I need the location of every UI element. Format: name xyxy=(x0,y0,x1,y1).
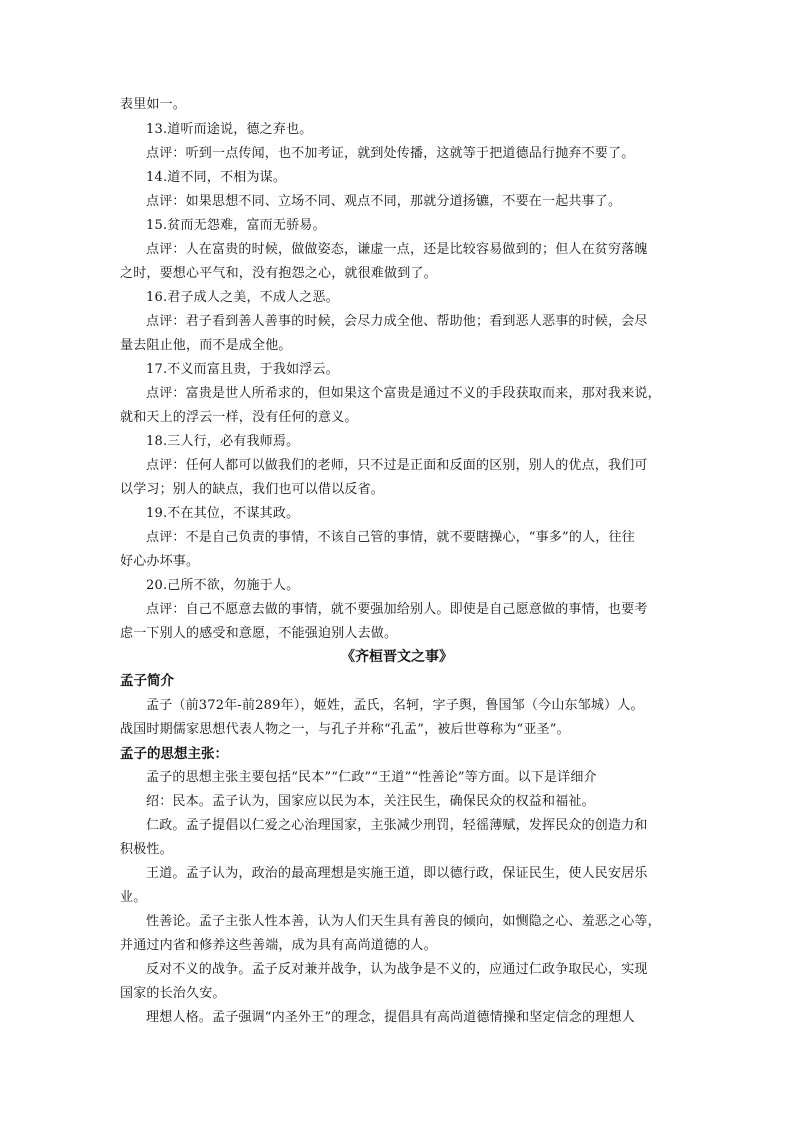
text-line: 16.君子成人之美，不成人之恶。 xyxy=(146,290,339,305)
text-line: 18.三人行，必有我师焉。 xyxy=(146,434,300,449)
text-line: 以学习；别人的缺点，我们也可以借以反省。 xyxy=(120,482,385,497)
text-line: 点评：君子看到善人善事的时候，会尽力成全他、帮助他；看到恶人恶事的时候，会尽 xyxy=(146,314,648,329)
text-line: 孟子的思想主张主要包括“民本”“仁政”“王道”“性善论”等方面。以下是详细介 xyxy=(146,770,597,785)
text-line: 业。 xyxy=(120,890,147,905)
text-line: 点评：不是自己负责的事情，不该自己管的事情，就不要瞎操心，“事多”的人，往往 xyxy=(146,530,635,545)
heading-mencius-intro: 孟子简介 xyxy=(120,673,174,689)
text-line: 好心办坏事。 xyxy=(120,554,200,569)
text-line: 14.道不同，不相为谋。 xyxy=(146,170,287,185)
text-line: 点评：富贵是世人所希求的，但如果这个富贵是通过不义的手段获取而来，那对我来说， xyxy=(146,386,661,401)
text-line: 20.己所不欲，勿施于人。 xyxy=(146,578,300,593)
text-line: 15.贫而无怨难，富而无骄易。 xyxy=(146,218,326,233)
intro-line: 战国时期儒家思想代表人物之一，与孔子并称“孔孟”，被后世尊称为“亚圣”。 xyxy=(120,722,570,737)
text-line: 理想人格。孟子强调“内圣外王”的理念，提倡具有高尚道德情操和坚定信念的理想人 xyxy=(146,1010,635,1025)
text-line: 积极性。 xyxy=(120,842,173,857)
text-line: 仁政。孟子提倡以仁爱之心治理国家，主张减少刑罚，轻徭薄赋，发挥民众的创造力和 xyxy=(146,818,648,833)
heading-mencius-thought: 孟子的思想主张： xyxy=(120,746,228,762)
text-line: 点评：自己不愿意去做的事情，就不要强加给别人。即使是自己愿意做的事情，也要考 xyxy=(146,602,648,617)
text-line: 表里如一。 xyxy=(120,97,187,112)
text-line: 国家的长治久安。 xyxy=(120,986,226,1001)
text-line: 虑一下别人的感受和意愿，不能强迫别人去做。 xyxy=(120,626,398,641)
text-line: 点评：任何人都可以做我们的老师，只不过是正面和反面的区别，别人的优点，我们可 xyxy=(146,458,648,473)
text-line: 王道。孟子认为，政治的最高理想是实施王道，即以德行政，保证民生，使人民安居乐 xyxy=(146,866,648,881)
section-title: 《齐桓晋文之事》 xyxy=(341,649,453,665)
text-line: 之时，要想心平气和，没有抱怨之心，就很难做到了。 xyxy=(120,266,437,281)
text-line: 性善论。孟子主张人性本善，认为人们天生具有善良的倾向，如恻隐之心、羞恶之心等， xyxy=(146,914,661,929)
text-line: 19.不在其位，不谋其政。 xyxy=(146,506,300,521)
intro-line: 孟子（前372年-前289年），姬姓，孟氏，名轲，字子舆，鲁国邹（今山东邹城）人。 xyxy=(146,698,644,713)
text-line: 并通过内省和修养这些善端，成为具有高尚道德的人。 xyxy=(120,938,437,953)
text-line: 点评：人在富贵的时候，做做姿态，谦虚一点，还是比较容易做到的；但人在贫穷落魄 xyxy=(146,242,648,257)
text-line: 点评：听到一点传闻，也不加考证，就到处传播，这就等于把道德品行抛弃不要了。 xyxy=(146,146,635,161)
text-line: 反对不义的战争。孟子反对兼并战争，认为战争是不义的，应通过仁政争取民心，实现 xyxy=(146,962,648,977)
text-line: 13.道听而途说，德之弃也。 xyxy=(146,122,313,137)
text-line: 点评：如果思想不同、立场不同、观点不同，那就分道扬镳，不要在一起共事了。 xyxy=(146,194,622,209)
text-line: 绍：民本。孟子认为，国家应以民为本，关注民生，确保民众的权益和福祉。 xyxy=(146,794,595,809)
text-line: 17.不义而富且贵，于我如浮云。 xyxy=(146,362,339,377)
text-line: 就和天上的浮云一样，没有任何的意义。 xyxy=(120,410,358,425)
text-line: 量去阻止他，而不是成全他。 xyxy=(120,338,292,353)
